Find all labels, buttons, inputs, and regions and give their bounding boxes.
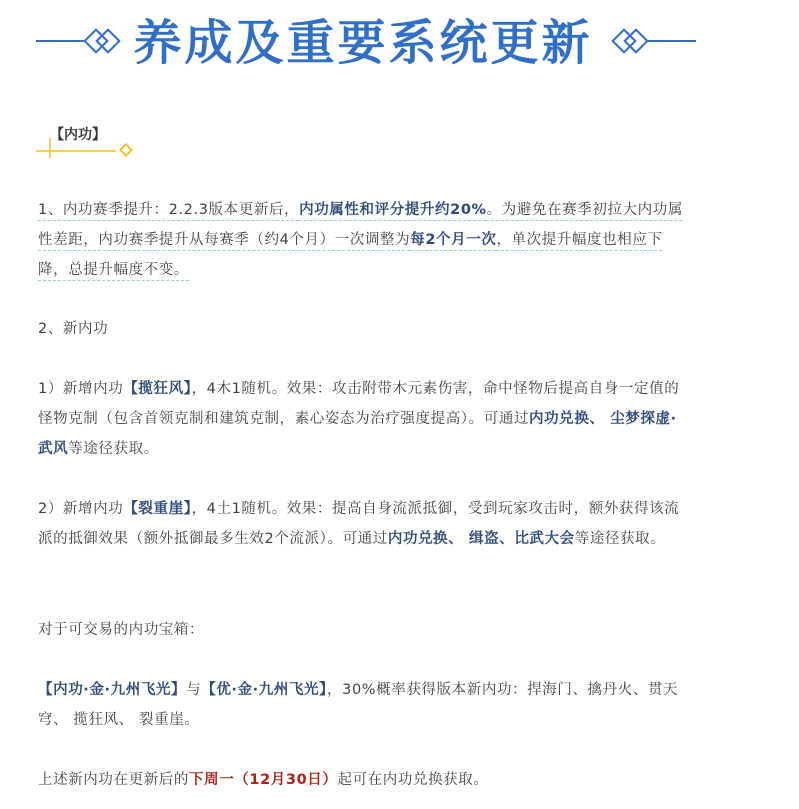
text: ，4土1随机。效果：提高自身流派抵御，受到玩家攻击时，额外获得该流派的抵御效果（额外抵御最多生效2个流派）。可通过 xyxy=(38,501,680,547)
text: ，30%概率获得版本新内功：捍海门、擒丹火、贯天穹、 揽狂风、 裂重崖。 xyxy=(38,682,679,728)
header xyxy=(0,0,799,90)
paragraph-new-neigong: 2、新内功 xyxy=(38,321,109,337)
paragraph-neigong-season xyxy=(38,195,688,285)
date-highlight: 下周一（12月30日） xyxy=(189,772,338,788)
text: 上述新内功在更新后的 xyxy=(38,772,189,788)
highlight: 每2个月一次 xyxy=(410,232,497,248)
text: 等途径获取。 xyxy=(68,441,159,457)
paragraph-tradeable-chest: 对于可交易的内功宝箱： xyxy=(38,622,205,638)
section-tag: 【内功】 xyxy=(50,127,106,143)
text: 起可在内功兑换获取。 xyxy=(337,772,489,788)
text: ，单次提升幅度也相应下降，总提升幅度不变。 xyxy=(38,232,663,278)
left-ornament-icon xyxy=(36,26,122,56)
paragraph-release-date xyxy=(38,765,688,795)
text: 。为避免在赛季初拉大内功属性差距，内功赛季提升从每赛季（约4个月）一次调整为 xyxy=(38,202,683,248)
paragraph-lankuangfeng xyxy=(38,374,688,464)
source-highlight: 内功兑换、 尘梦探虚·武风 xyxy=(38,411,677,457)
skill-name: 【裂重崖】 xyxy=(123,501,192,517)
chest-name: 【内功·金·九州飞光】 xyxy=(38,682,187,698)
highlight: 内功属性和评分提升约20% xyxy=(299,202,487,218)
chest-name: 【优·金·九州飞光】 xyxy=(201,682,328,698)
page-title: 养成及重要系统更新 xyxy=(133,15,593,71)
paragraph-chest-details xyxy=(38,675,688,735)
text: 等途径获取。 xyxy=(574,531,666,547)
paragraph-liezhongya xyxy=(38,494,688,554)
text: 1、内功赛季提升：2.2.3版本更新后， xyxy=(38,202,300,218)
right-ornament-icon xyxy=(610,26,696,56)
section-tag-underline-icon xyxy=(36,136,136,166)
source-highlight: 内功兑换、 缉盗、比武大会 xyxy=(387,531,575,547)
text: 1）新增内功 xyxy=(38,381,124,397)
skill-name: 【揽狂风】 xyxy=(123,381,192,397)
text: 与 xyxy=(186,682,202,698)
text: ，4木1随机。效果：攻击附带木元素伤害，命中怪物后提高自身一定值的怪物克制（包含首领克制和建筑克制，素心姿态为治疗强度提高）。可通过 xyxy=(38,381,680,427)
text: 2）新增内功 xyxy=(38,501,124,517)
